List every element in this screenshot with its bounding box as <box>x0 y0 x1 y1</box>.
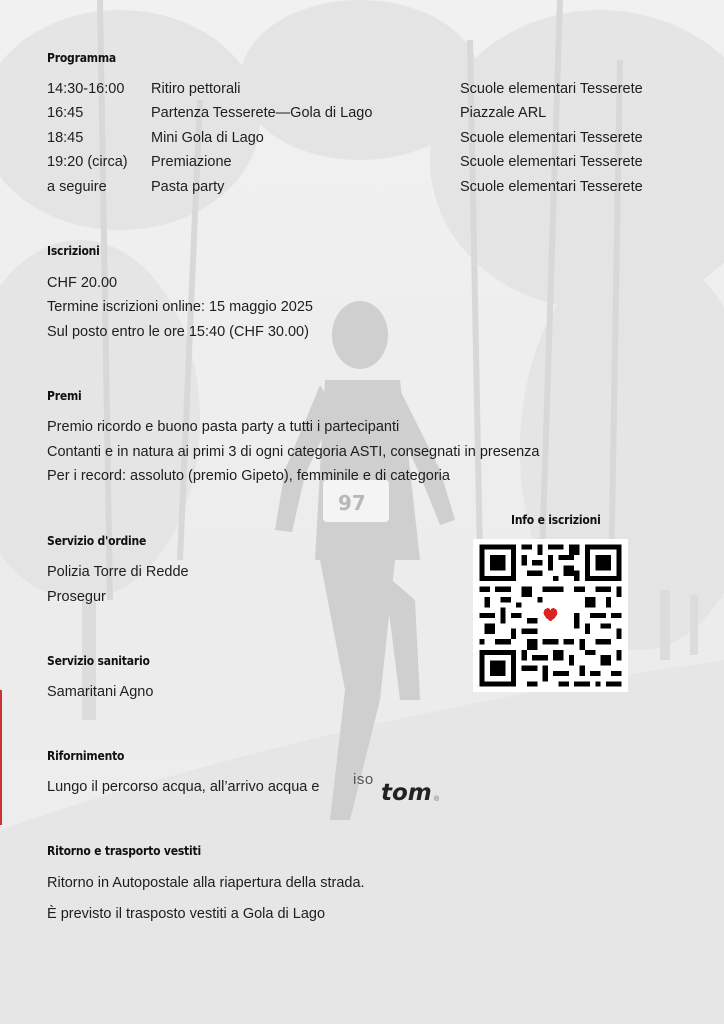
servizio-ordine-line: Polizia Torre di Redde <box>47 564 189 580</box>
place-cell: Scuole elementari Tesserete <box>460 154 643 170</box>
servizio-ordine-line: Prosegur <box>47 589 106 605</box>
time-cell: 18:45 <box>47 130 84 146</box>
bib-number: 97 <box>338 491 366 515</box>
table-row <box>47 130 667 150</box>
isotom-logo-tom: tom <box>381 780 432 806</box>
ritorno-heading: Ritorno e trasporto vestiti <box>47 844 201 858</box>
rifornimento-line: Lungo il percorso acqua, all’arrivo acqua e <box>47 779 320 795</box>
programma-heading: Programma <box>47 51 116 65</box>
table-row <box>47 154 667 174</box>
iscrizioni-onsite: Sul posto entro le ore 15:40 (CHF 30.00) <box>47 324 309 340</box>
time-cell: 14:30-16:00 <box>47 81 125 97</box>
table-row <box>47 105 667 125</box>
left-edge-accent <box>0 690 2 825</box>
place-cell: Scuole elementari Tesserete <box>460 179 643 195</box>
isotom-logo-iso: iso <box>353 771 374 788</box>
servizio-ordine-heading: Servizio d'ordine <box>47 534 147 548</box>
servizio-sanitario-line: Samaritani Agno <box>47 684 154 700</box>
ritorno-line: Ritorno in Autopostale alla riapertura della strada. <box>47 875 365 891</box>
event-cell: Ritiro pettorali <box>151 81 241 97</box>
premi-heading: Premi <box>47 389 82 403</box>
table-row <box>47 81 667 101</box>
rifornimento-heading: Rifornimento <box>47 749 125 763</box>
premi-line: Contanti e in natura ai primi 3 di ogni categoria ASTI, consegnati in presenza <box>47 444 540 460</box>
place-cell: Piazzale ARL <box>460 105 547 121</box>
premi-line: Premio ricordo e buono pasta party a tutti i partecipanti <box>47 419 400 435</box>
time-cell: 19:20 (circa) <box>47 154 128 170</box>
event-cell: Premiazione <box>151 154 232 170</box>
event-cell: Mini Gola di Lago <box>151 130 264 146</box>
table-row <box>47 179 667 199</box>
iscrizioni-price: CHF 20.00 <box>47 275 118 291</box>
iscrizioni-heading: Iscrizioni <box>47 244 100 258</box>
iscrizioni-deadline: Termine iscrizioni online: 15 maggio 2025 <box>47 299 313 315</box>
qr-heading: Info e iscrizioni <box>511 513 601 527</box>
time-cell: a seguire <box>47 179 107 195</box>
registered-mark: ® <box>434 796 440 803</box>
ritorno-line: È previsto il trasposto vestiti a Gola di Lago <box>47 906 326 922</box>
qr-code-icon[interactable] <box>473 539 628 692</box>
place-cell: Scuole elementari Tesserete <box>460 130 643 146</box>
time-cell: 16:45 <box>47 105 84 121</box>
event-cell: Partenza Tesserete—Gola di Lago <box>151 105 373 121</box>
servizio-sanitario-heading: Servizio sanitario <box>47 654 150 668</box>
premi-line: Per i record: assoluto (premio Gipeto), femminile e di categoria <box>47 468 450 484</box>
event-cell: Pasta party <box>151 179 225 195</box>
place-cell: Scuole elementari Tesserete <box>460 81 643 97</box>
